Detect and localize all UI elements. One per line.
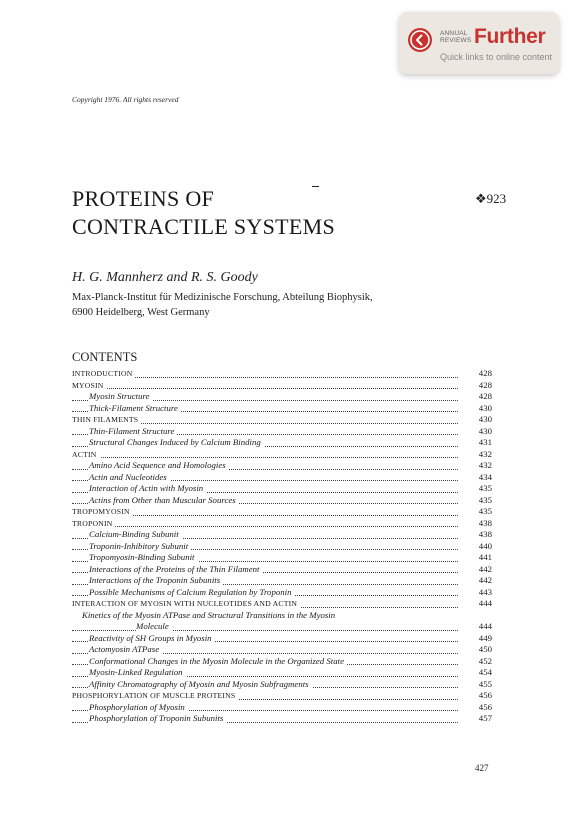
toc-entry-page: 438: [478, 529, 492, 539]
toc-entry-page: 435: [478, 483, 492, 493]
toc-entry[interactable]: [72, 702, 492, 714]
toc-entry-label: Interactions of the Troponin Subunits: [89, 575, 223, 587]
toc-entry-label: Actomyosin ATPase: [89, 644, 162, 656]
toc-entry-page: 430: [478, 414, 492, 424]
toc-entry[interactable]: [72, 529, 492, 541]
toc-entry[interactable]: [72, 506, 492, 518]
toc-entry[interactable]: [72, 541, 492, 553]
toc-entry[interactable]: [72, 610, 492, 622]
title-line-2: CONTRACTILE SYSTEMS: [72, 214, 335, 239]
toc-entry[interactable]: [72, 460, 492, 472]
toc-entry[interactable]: [72, 713, 492, 725]
toc-entry[interactable]: [72, 667, 492, 679]
affiliation-line-1: Max-Planck-Institut für Medizinische Forschung, Abteilung Biophysik,: [72, 292, 373, 303]
toc-entry-page: 443: [478, 586, 492, 597]
toc-entry[interactable]: [72, 644, 492, 656]
toc-entry[interactable]: [72, 679, 492, 691]
toc-entry-page: 442: [478, 575, 492, 585]
toc-entry[interactable]: [72, 426, 492, 438]
toc-entry-page: 435: [478, 506, 492, 516]
toc-entry-label: Affinity Chromatography of Myosin and Myosin Subfragments: [89, 679, 312, 691]
toc-entry-label: TROPOMYOSIN: [72, 506, 133, 518]
toc-entry[interactable]: [72, 575, 492, 587]
toc-entry[interactable]: [72, 380, 492, 392]
toc-entry[interactable]: [72, 587, 492, 599]
toc-entry-label: Tropomyosin-Binding Subunit: [89, 552, 198, 564]
toc-entry-page: 440: [478, 540, 492, 551]
toc-entry-label: ACTIN: [72, 449, 100, 461]
toc-entry-label: TROPONIN: [72, 518, 115, 530]
toc-entry[interactable]: [72, 598, 492, 610]
toc-entry-page: 455: [478, 678, 492, 689]
toc-entry-label: Structural Changes Induced by Calcium Binding: [89, 437, 264, 449]
toc-entry-page: 438: [478, 517, 492, 528]
toc-entry[interactable]: [72, 495, 492, 507]
toc-entry-label: Reactivity of SH Groups in Myosin: [89, 633, 215, 645]
toc-entry-page: 450: [478, 644, 492, 654]
toc-entry[interactable]: [72, 483, 492, 495]
toc-entry-label: Calcium-Binding Subunit: [89, 529, 182, 541]
toc-entry-page: 428: [478, 379, 492, 390]
toc-entry-label: Kinetics of the Myosin ATPase and Structural Transitions in the Myosin: [82, 610, 338, 622]
toc-entry-page: 452: [478, 655, 492, 666]
toc-entry-page: 431: [478, 437, 492, 447]
play-icon: [408, 28, 432, 52]
toc-entry-page: 442: [478, 563, 492, 574]
toc-entry[interactable]: [72, 621, 492, 633]
toc-entry-page: 441: [478, 552, 492, 562]
toc-entry-page: 428: [478, 391, 492, 401]
toc-entry-label: Phosphorylation of Troponin Subunits: [89, 713, 226, 725]
toc-entry-label: THIN FILAMENTS: [72, 414, 141, 426]
toc-entry-page: 457: [478, 713, 492, 723]
toc-entry[interactable]: [72, 391, 492, 403]
toc-entry-page: 449: [478, 632, 492, 643]
toc-entry-page: 454: [478, 667, 492, 677]
affiliation-line-2: 6900 Heidelberg, West Germany: [72, 307, 210, 318]
toc-entry[interactable]: [72, 449, 492, 461]
toc-entry-label: Myosin-Linked Regulation: [89, 667, 186, 679]
copyright-notice: Copyright 1976. All rights reserved: [72, 95, 179, 104]
toc-entry-page: 430: [478, 425, 492, 436]
table-of-contents: [72, 368, 492, 725]
toc-entry-label: INTRODUCTION: [72, 368, 135, 380]
toc-entry[interactable]: [72, 552, 492, 564]
page-number: 427: [475, 763, 489, 773]
further-banner[interactable]: [399, 12, 559, 74]
toc-entry-page: 444: [478, 598, 492, 608]
toc-entry-label: Phosphorylation of Myosin: [89, 702, 188, 714]
start-page-number: ❖923: [475, 191, 507, 206]
toc-entry[interactable]: [72, 564, 492, 576]
toc-entry-label: Thick-Filament Structure: [89, 403, 181, 415]
toc-entry-label: MYOSIN: [72, 380, 107, 392]
toc-entry-label: Molecule: [136, 621, 172, 633]
toc-entry-label: Amino Acid Sequence and Homologies: [89, 460, 229, 472]
toc-entry[interactable]: [72, 368, 492, 380]
article-title: [72, 185, 335, 241]
toc-entry-label: Thin-Filament Structure: [89, 426, 177, 438]
toc-entry-label: Interactions of the Proteins of the Thin Filament: [89, 564, 262, 576]
toc-entry[interactable]: [72, 656, 492, 668]
toc-entry-label: Myosin Structure: [89, 391, 153, 403]
toc-entry-page: 456: [478, 690, 492, 700]
toc-entry-label: PHOSPHORYLATION OF MUSCLE PROTEINS: [72, 690, 238, 702]
toc-entry-page: 435: [478, 494, 492, 505]
toc-entry-label: Possible Mechanisms of Calcium Regulation by Troponin: [89, 587, 294, 599]
contents-heading: CONTENTS: [72, 350, 138, 364]
toc-entry-label: INTERACTION OF MYOSIN WITH NUCLEOTIDES AND ACTIN: [72, 598, 300, 610]
further-tagline: Quick links to online content: [440, 52, 553, 62]
toc-entry-label: Conformational Changes in the Myosin Molecule in the Organized State: [89, 656, 347, 668]
toc-entry-label: Interaction of Actin with Myosin: [89, 483, 206, 495]
toc-entry-page: 432: [478, 460, 492, 470]
title-line-1: PROTEINS OF: [72, 186, 215, 211]
further-brand-name: Further: [474, 25, 546, 48]
toc-entry-page: 432: [478, 448, 492, 459]
authors: H. G. Mannherz and R. S. Goody: [72, 270, 258, 285]
toc-entry[interactable]: [72, 403, 492, 415]
toc-entry[interactable]: [72, 690, 492, 702]
toc-entry-page: 428: [478, 368, 492, 378]
toc-entry[interactable]: [72, 518, 492, 530]
toc-entry-page: 430: [478, 402, 492, 413]
toc-entry-page: 444: [478, 621, 492, 631]
toc-entry[interactable]: [72, 437, 492, 449]
toc-entry[interactable]: [72, 414, 492, 426]
toc-entry-label: Actins from Other than Muscular Sources: [89, 495, 239, 507]
toc-entry-label: Troponin-Inhibitory Subunit: [89, 541, 191, 553]
toc-entry-label: Actin and Nucleotides: [89, 472, 170, 484]
toc-entry-page: 456: [478, 701, 492, 712]
toc-entry-page: 434: [478, 471, 492, 482]
toc-entry[interactable]: [72, 633, 492, 645]
toc-entry[interactable]: [72, 472, 492, 484]
annual-reviews-logo-text: ANNUAL REVIEWS: [440, 30, 472, 44]
affiliation: [72, 290, 373, 320]
